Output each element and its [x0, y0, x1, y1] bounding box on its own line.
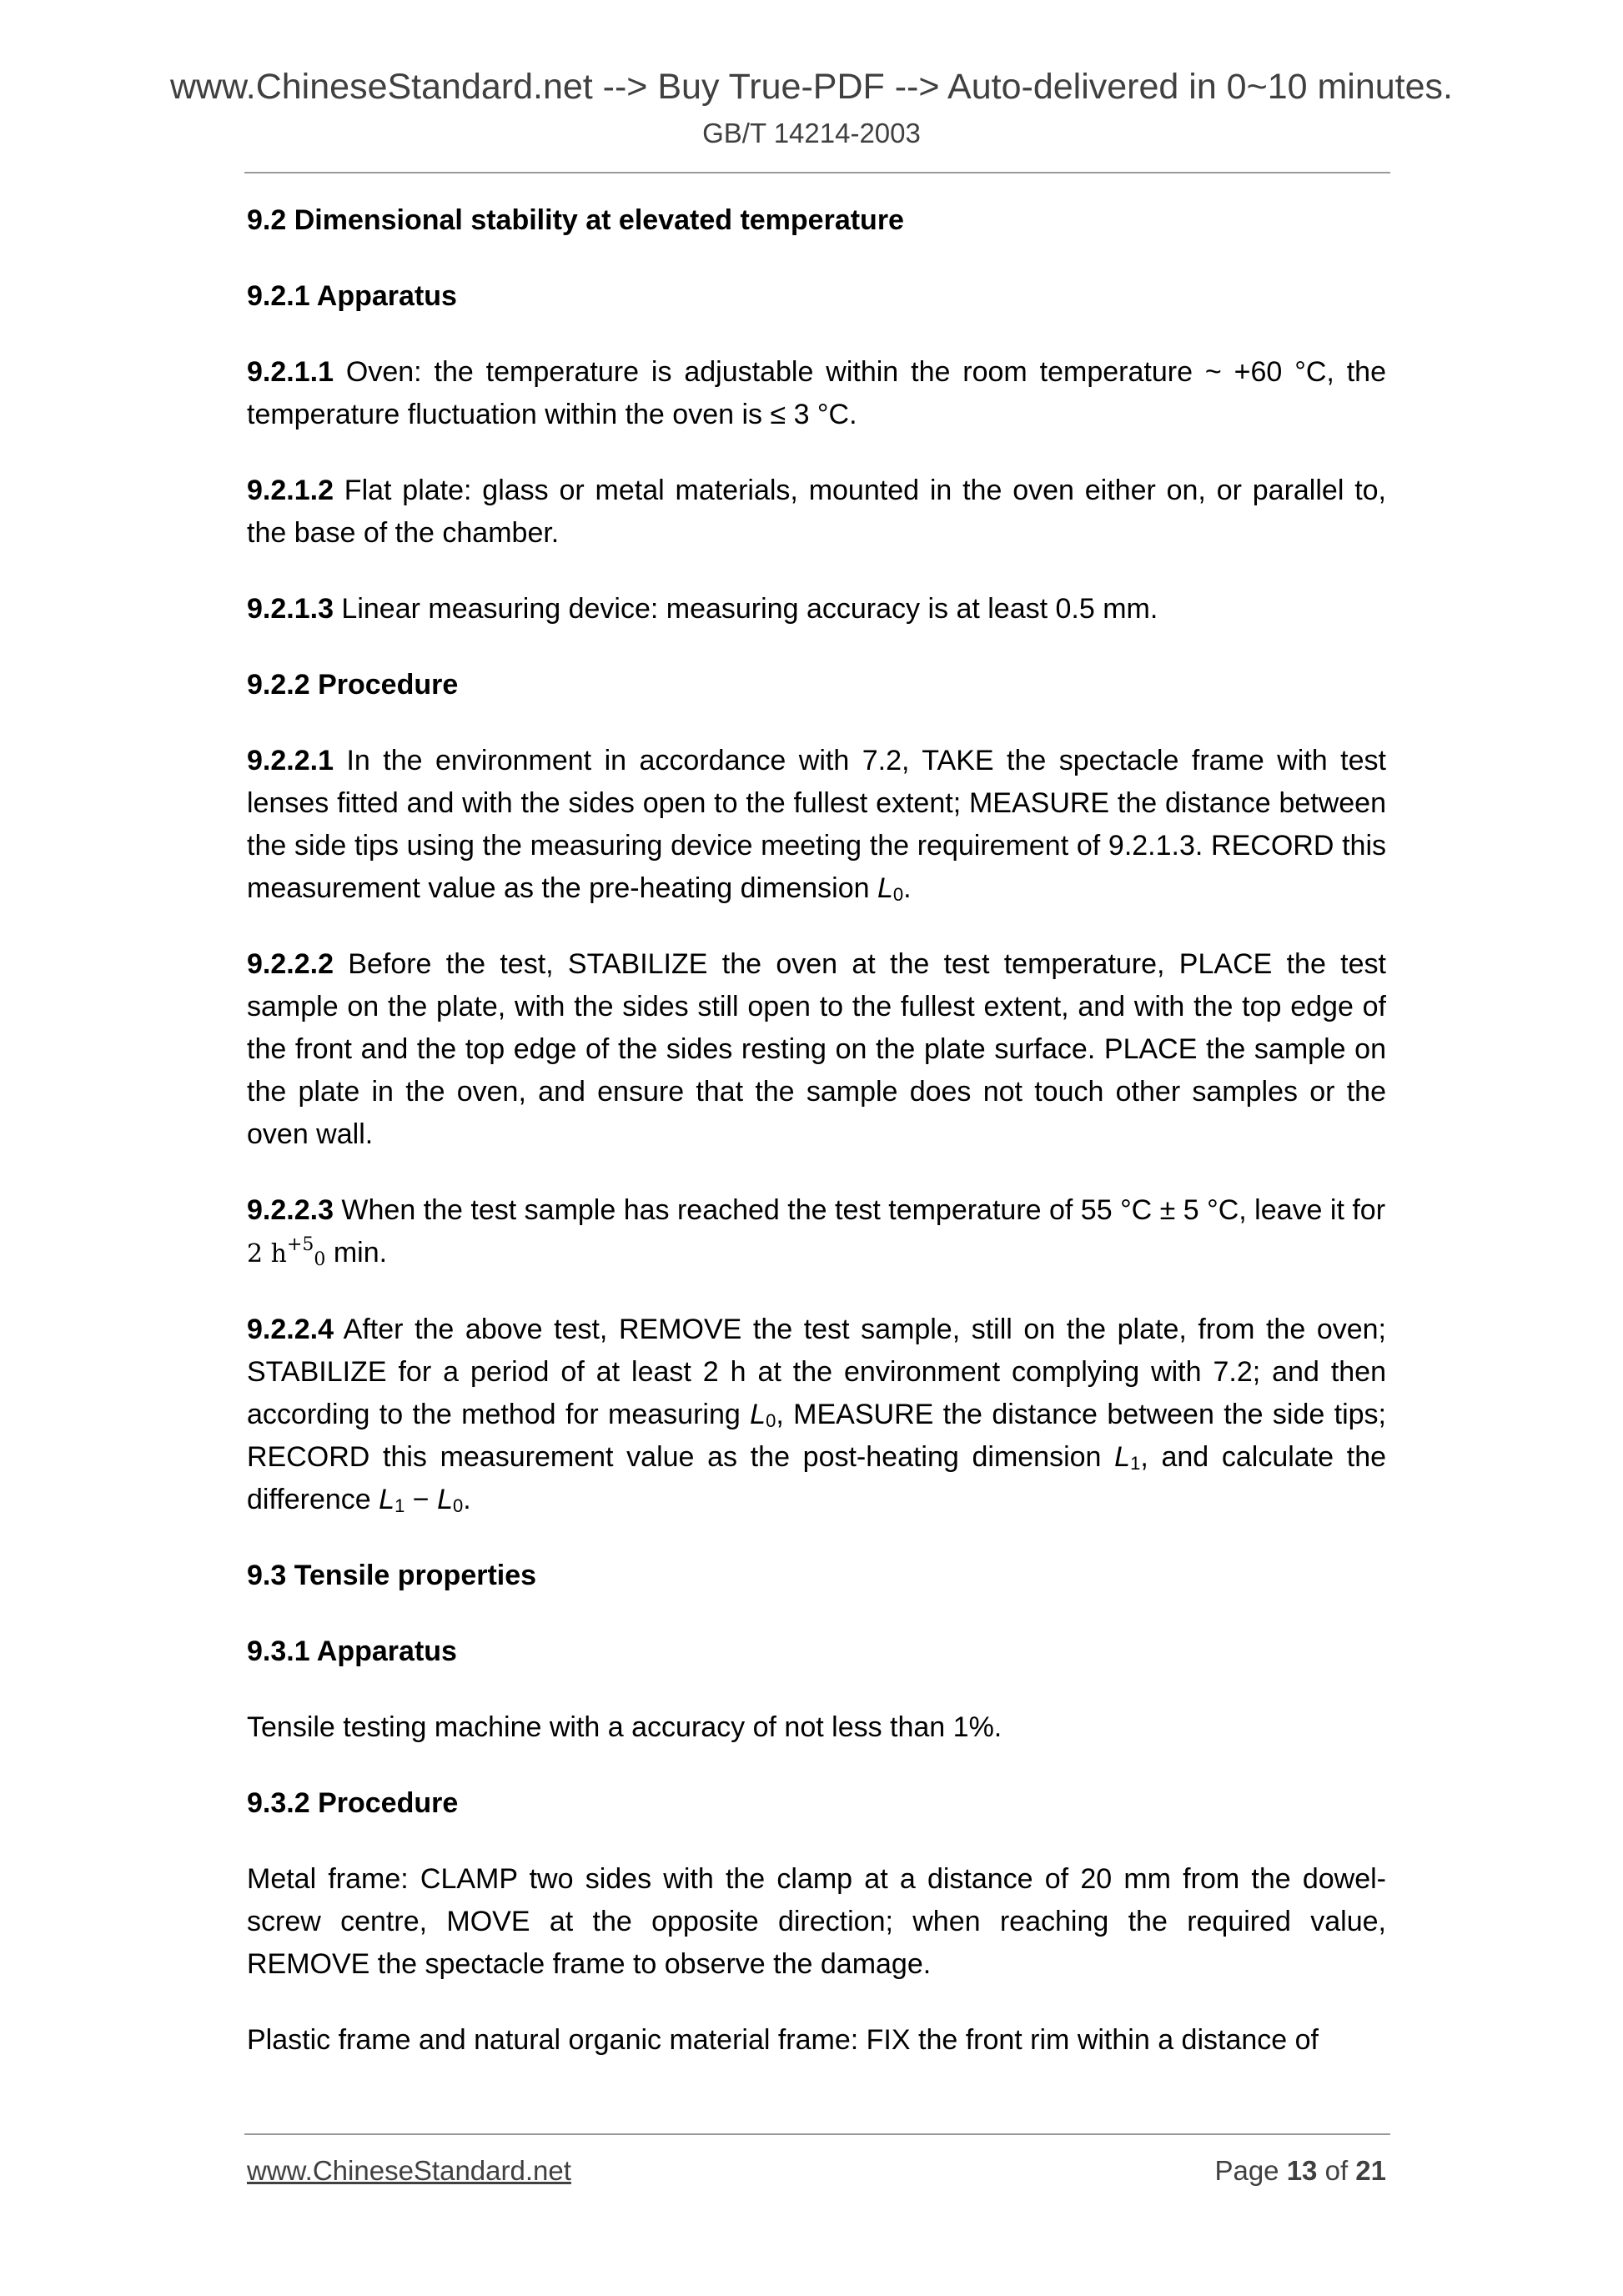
- paragraph-metal-frame: Metal frame: CLAMP two sides with the clamp at a distance of 20 mm from the dowel-screw centre, MOVE at the opposite direction; when reaching the required value, REMOVE the spectacle frame to observe the damage.: [247, 1863, 1386, 1980]
- paragraph-9-2-1-1: 9.2.1.1 Oven: the temperature is adjustable within the room temperature ~ +60 °C, the temperature fluctuation within the oven is ≤ 3 °C.: [247, 356, 1386, 430]
- heading-9-3-1: 9.3.1 Apparatus: [247, 1635, 457, 1667]
- footer-divider: [244, 2133, 1390, 2135]
- paragraph-9-2-1-3: 9.2.1.3 Linear measuring device: measuring accuracy is at least 0.5 mm.: [247, 593, 1158, 625]
- paragraph-9-2-2-3: 9.2.2.3 When the test sample has reached the test temperature of 55 °C ± 5 °C, leave it for 2 $h^{+5}_0$ min.: [247, 1194, 1386, 1270]
- paragraph-plastic-frame: Plastic frame and natural organic material frame: FIX the front rim within a distance of: [247, 2024, 1319, 2056]
- paragraph-9-2-2-4: 9.2.2.4 After the above test, REMOVE the test sample, still on the plate, from the oven; STABILIZE for a period of at least 2 h at the environment complying with 7.2; and then according to the method for measuring $L_0$, MEASURE the distance between the side tips; RECORD this measurement value as the post-heating dimension $L_1$, and calculate the difference $L_1 - L_0$.: [247, 1314, 1387, 1516]
- paragraph-9-2-1-2: 9.2.1.2 Flat plate: glass or metal materials, mounted in the oven either on, or parallel to, the base of the chamber.: [247, 475, 1386, 549]
- header-banner: www.ChineseStandard.net --> Buy True-PDF --> Auto-delivered in 0~10 minutes.: [169, 67, 1453, 107]
- paragraph-9-2-2-1: 9.2.2.1 In the environment in accordance with 7.2, TAKE the spectacle frame with test lenses fitted and with the sides open to the fullest extent; MEASURE the distance between the side tips using the measuring device meeting the requirement of 9.2.1.3. RECORD this measurement value as the pre-heating dimension $L_0$.: [247, 745, 1386, 905]
- tolerance-expression: 2 $h^{+5}_0$: [247, 1234, 326, 1270]
- heading-9-3-2: 9.3.2 Procedure: [247, 1787, 459, 1819]
- paragraph-9-2-2-2: 9.2.2.2 Before the test, STABILIZE the oven at the test temperature, PLACE the test sample on the plate, with the sides still open to the fullest extent, and with the top edge of the front and the top edge of the sides resting on the plate surface. PLACE the sample on the plate in the oven, and ensure that the sample does not touch other samples or the oven wall.: [247, 948, 1386, 1150]
- paragraph-9-3-1: Tensile testing machine with a accuracy of not less than 1%.: [247, 1711, 1002, 1743]
- heading-9-3: 9.3 Tensile properties: [247, 1560, 537, 1591]
- heading-9-2-1: 9.2.1 Apparatus: [247, 280, 457, 312]
- heading-9-2: 9.2 Dimensional stability at elevated temperature: [247, 204, 904, 236]
- heading-9-2-2: 9.2.2 Procedure: [247, 669, 459, 701]
- page-number: Page 13 of 21: [1214, 2155, 1386, 2186]
- document-body: [247, 199, 1386, 2095]
- standard-code: GB/T 14214-2003: [702, 118, 921, 148]
- header-divider: [244, 172, 1390, 173]
- footer-site-link[interactable]: www.ChineseStandard.net: [247, 2155, 571, 2186]
